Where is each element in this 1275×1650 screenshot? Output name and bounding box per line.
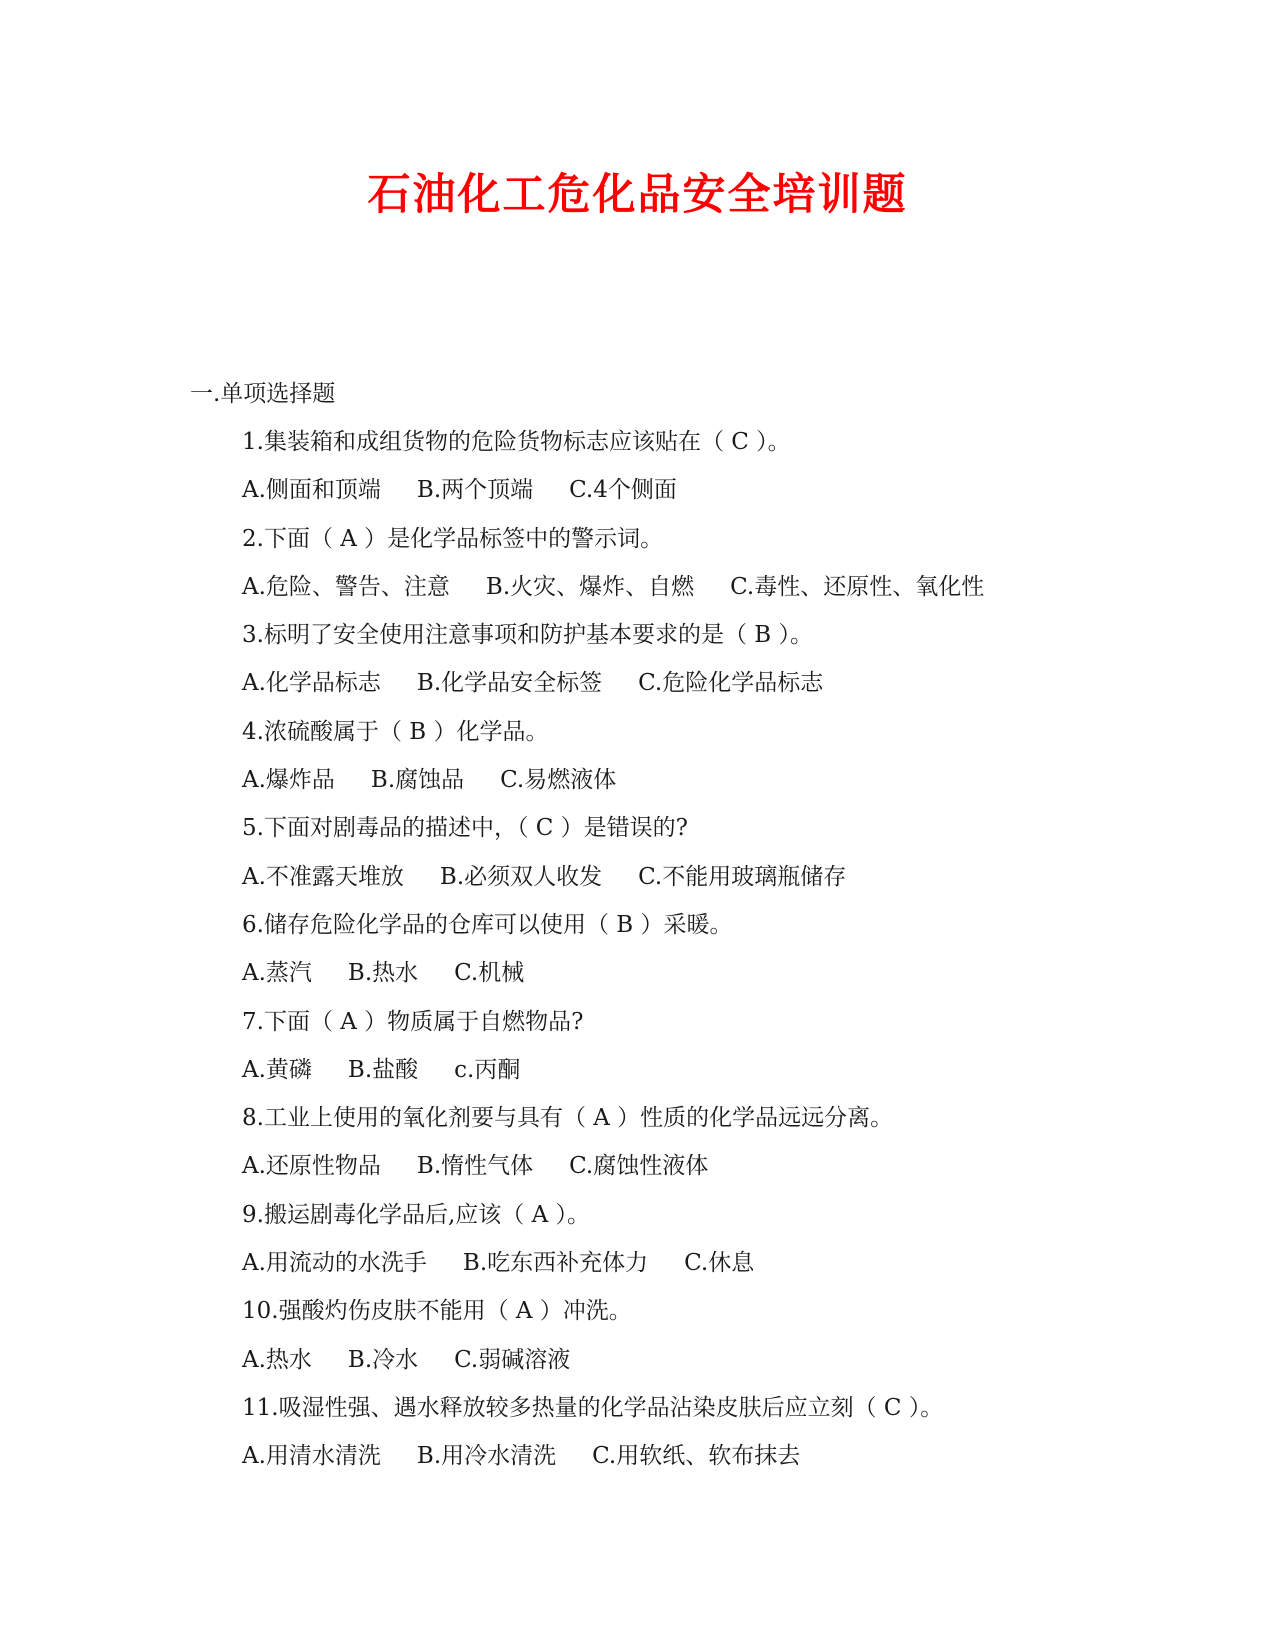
- option-c: c.丙酮: [454, 1056, 521, 1083]
- option-a: A.危险、警告、注意: [242, 573, 450, 600]
- option-a: A.蒸汽: [242, 960, 312, 987]
- question-options: [242, 1150, 1142, 1198]
- option-c: C.用软纸、软布抹去: [592, 1443, 801, 1470]
- option-c: C.毒性、还原性、氧化性: [730, 573, 985, 600]
- option-a: A.爆炸品: [242, 767, 335, 794]
- option-b: B.惰性气体: [416, 1153, 534, 1180]
- question-stem: 9.搬运剧毒化学品后,应该（ A ）。: [242, 1201, 590, 1228]
- question-options: [242, 474, 1142, 522]
- question-stem: 6.储存危险化学品的仓库可以使用（ B ）采暖。: [242, 911, 733, 938]
- option-b: B.吃东西补充体力: [462, 1250, 649, 1277]
- question-options: [242, 957, 1142, 1005]
- option-b: B.用冷水清洗: [416, 1443, 557, 1470]
- option-a: A.不准露天堆放: [242, 863, 404, 890]
- option-a: A.用流动的水洗手: [242, 1250, 427, 1277]
- option-c: C.4个侧面: [569, 477, 677, 504]
- question-stem: 11.吸湿性强、遇水释放较多热量的化学品沾染皮肤后应立刻（ C ）。: [242, 1394, 944, 1421]
- question-stem: 5.下面对剧毒品的描述中，（ C ）是错误的?: [242, 815, 688, 842]
- option-c: C.易燃液体: [500, 767, 617, 794]
- question-options: [242, 1344, 1142, 1392]
- question-list: [242, 426, 1142, 1489]
- option-a: A.黄磷: [242, 1056, 312, 1083]
- question-stem: 2.下面（ A ）是化学品标签中的警示词。: [242, 525, 664, 552]
- question-stem: 4.浓硫酸属于（ B ）化学品。: [242, 718, 549, 745]
- option-b: B.化学品安全标签: [416, 670, 603, 697]
- option-a: A.热水: [242, 1346, 312, 1373]
- option-b: B.腐蚀品: [370, 767, 465, 794]
- question-stem: 1.集装箱和成组货物的危险货物标志应该贴在（ C ）。: [242, 429, 791, 455]
- option-c: C.弱碱溶液: [454, 1346, 571, 1373]
- question-options: [242, 667, 1142, 715]
- option-b: B.热水: [347, 960, 419, 987]
- question-options: [242, 571, 1142, 619]
- question-options: [242, 764, 1142, 812]
- option-a: A.用清水清洗: [242, 1443, 381, 1470]
- option-c: C.休息: [684, 1250, 755, 1277]
- question-stem: 10.强酸灼伤皮肤不能用（ A ）冲洗。: [242, 1298, 632, 1325]
- question-options: [242, 1247, 1142, 1295]
- question-options: [242, 1440, 1142, 1488]
- option-c: C.不能用玻璃瓶储存: [638, 863, 847, 890]
- question-options: [242, 861, 1142, 909]
- option-a: A.化学品标志: [242, 670, 381, 697]
- question-stem: 7.下面（ A ）物质属于自燃物品?: [242, 1008, 584, 1035]
- document-title: 石油化工危化品安全培训题: [367, 170, 908, 220]
- question-stem: 3.标明了安全使用注意事项和防护基本要求的是（ B ）。: [242, 622, 813, 649]
- option-c: C.机械: [454, 960, 525, 987]
- option-b: B.盐酸: [347, 1056, 419, 1083]
- option-b: B.两个顶端: [416, 477, 534, 504]
- option-b: B.火灾、爆炸、自燃: [485, 573, 695, 600]
- option-a: A.还原性物品: [242, 1153, 381, 1180]
- question-options: [242, 1054, 1142, 1102]
- question-stem: 8.工业上使用的氧化剂要与具有（ A ）性质的化学品远远分离。: [242, 1105, 894, 1132]
- option-b: B.必须双人收发: [439, 863, 603, 890]
- option-a: A.侧面和顶端: [242, 477, 381, 504]
- option-c: C.腐蚀性液体: [569, 1153, 709, 1180]
- section-heading: 一.单项选择题: [190, 381, 336, 407]
- option-b: B.冷水: [347, 1346, 419, 1373]
- option-c: C.危险化学品标志: [638, 670, 824, 697]
